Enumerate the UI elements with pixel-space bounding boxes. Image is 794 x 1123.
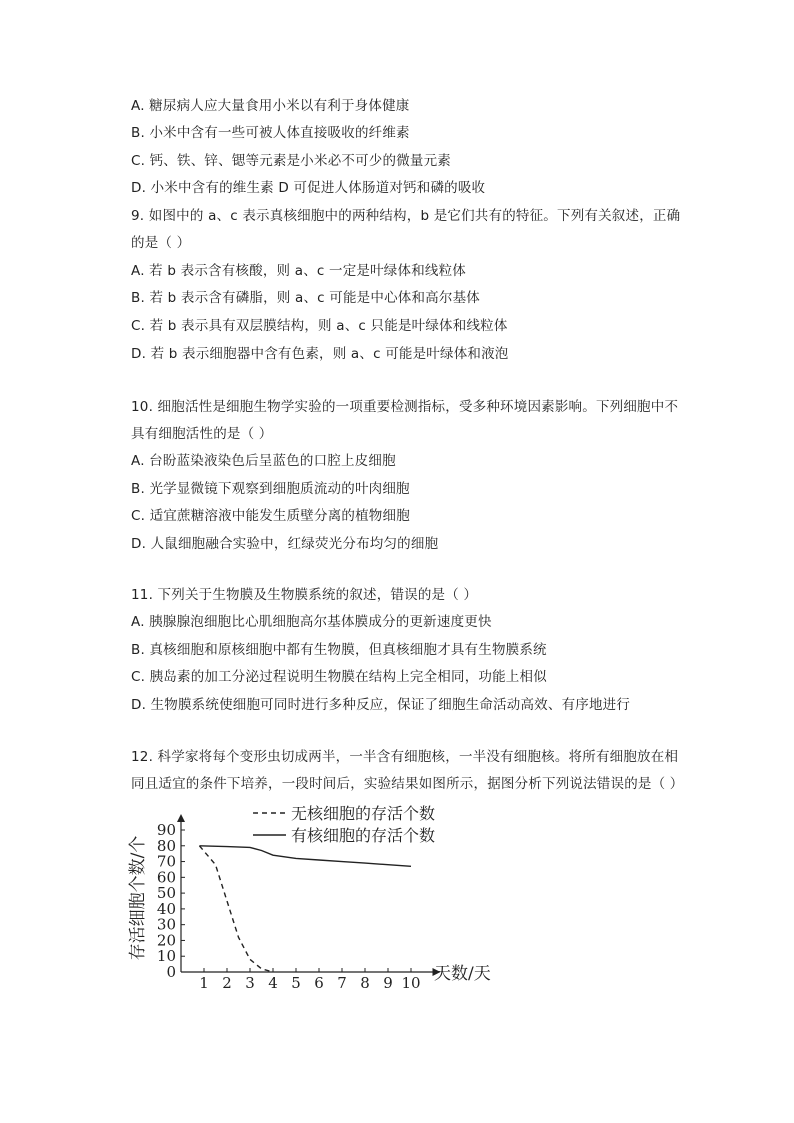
- x-tick-label: 10: [401, 974, 421, 990]
- q8-option-d: D. 小米中含有的维生素 D 可促进人体肠道对钙和磷的吸收: [131, 180, 486, 196]
- y-axis-label: 存活细胞个数/个: [128, 835, 148, 961]
- x-tick-label: 3: [245, 974, 255, 990]
- x-tick-label: 7: [337, 974, 347, 990]
- chart-ticks: [157, 821, 421, 990]
- y-tick-label: 10: [156, 947, 176, 966]
- y-tick-label: 50: [156, 884, 176, 903]
- q9-option-b: B. 若 b 表示含有磷脂，则 a、c 可能是中心体和高尔基体: [131, 290, 480, 306]
- q11-option-c: C. 胰岛素的加工分泌过程说明生物膜在结构上完全相同，功能上相似: [131, 669, 547, 685]
- legend-label-2: 有核细胞的存活个数: [291, 826, 436, 845]
- y-tick-label: 80: [156, 836, 176, 855]
- q8-option-b: B. 小米中含有一些可被人体直接吸收的纤维素: [131, 125, 410, 141]
- q8-option-c: C. 钙、铁、锌、锶等元素是小米必不可少的微量元素: [131, 153, 452, 169]
- y-tick-label: 90: [156, 821, 176, 839]
- q11-stem: 11. 下列关于生物膜及生物膜系统的叙述，错误的是（ ）: [131, 587, 478, 603]
- chart-legend: [253, 804, 435, 845]
- series-line-1: [199, 846, 273, 972]
- q11-option-a: A. 胰腺腺泡细胞比心肌细胞高尔基体膜成分的更新速度更快: [131, 614, 492, 630]
- q9-option-c: C. 若 b 表示具有双层膜结构，则 a、c 只能是叶绿体和线粒体: [131, 318, 508, 334]
- q10-option-d: D. 人鼠细胞融合实验中，红绿荧光分布均匀的细胞: [131, 536, 439, 552]
- q10-stem-line1: 10. 细胞活性是细胞生物学实验的一项重要检测指标，受多种环境因素影响。下列细胞中不: [131, 399, 679, 415]
- q9-option-d: D. 若 b 表示细胞器中含有色素，则 a、c 可能是叶绿体和液泡: [131, 346, 509, 362]
- x-tick-label: 4: [268, 974, 278, 990]
- x-tick-label: 5: [291, 974, 301, 990]
- y-tick-label: 40: [156, 899, 176, 918]
- q11-option-d: D. 生物膜系统使细胞可同时进行多种反应，保证了细胞生命活动高效、有序地进行: [131, 697, 631, 713]
- y-tick-label: 60: [156, 868, 176, 887]
- x-tick-label: 1: [199, 974, 209, 990]
- chart-series: [199, 846, 411, 972]
- x-tick-label: 9: [383, 974, 393, 990]
- q10-option-c: C. 适宜蔗糖溶液中能发生质壁分离的植物细胞: [131, 508, 410, 524]
- q8-option-a: A. 糖尿病人应大量食用小米以有利于身体健康: [131, 98, 410, 114]
- q9-option-a: A. 若 b 表示含有核酸，则 a、c 一定是叶绿体和线粒体: [131, 263, 467, 279]
- y-tick-label: 20: [156, 931, 176, 950]
- q9-stem-line2: 的是（ ）: [131, 235, 191, 251]
- q11-option-b: B. 真核细胞和原核细胞中都有生物膜，但真核细胞才具有生物膜系统: [131, 642, 547, 658]
- q10-stem-line2: 具有细胞活性的是（ ）: [131, 426, 273, 442]
- x-axis-label: 天数/天: [434, 964, 491, 984]
- y-tick-label: 30: [156, 915, 176, 934]
- x-tick-label: 2: [222, 974, 232, 990]
- q10-option-b: B. 光学显微镜下观察到细胞质流动的叶肉细胞: [131, 481, 410, 497]
- x-tick-label: 8: [360, 974, 370, 990]
- q10-option-a: A. 台盼蓝染液染色后呈蓝色的口腔上皮细胞: [131, 453, 396, 469]
- q12-stem-line2: 同且适宜的条件下培养，一段时间后，实验结果如图所示，据图分析下列说法错误的是（ ）: [131, 776, 684, 792]
- series-line-2: [199, 846, 411, 867]
- legend-label-1: 无核细胞的存活个数: [291, 804, 436, 823]
- y-axis-arrow: [177, 814, 185, 822]
- x-tick-label: 6: [314, 974, 324, 990]
- cell-survival-chart: [128, 800, 498, 990]
- q12-stem-line1: 12. 科学家将每个变形虫切成两半，一半含有细胞核，一半没有细胞核。将所有细胞放在相: [131, 749, 679, 765]
- q9-stem-line1: 9. 如图中的 a、c 表示真核细胞中的两种结构，b 是它们共有的特征。下列有关叙述，正确: [131, 208, 681, 224]
- y-tick-label: 0: [166, 963, 176, 981]
- y-tick-label: 70: [156, 852, 176, 871]
